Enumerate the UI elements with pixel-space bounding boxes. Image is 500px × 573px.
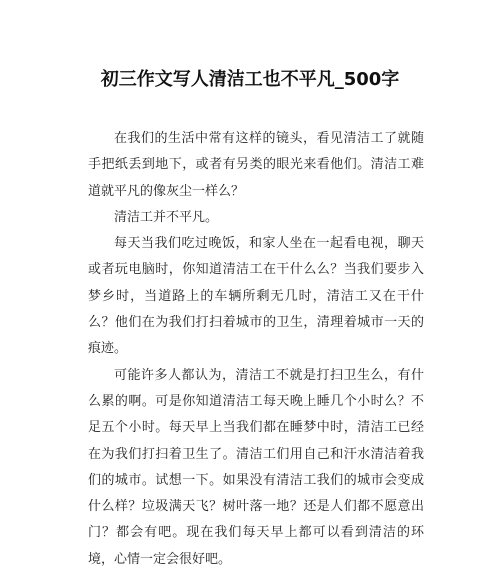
document-body	[88, 126, 424, 573]
document-title: 初三作文写人清洁工也不平凡_500字	[100, 69, 400, 90]
paragraph: 在我们的生活中常有这样的镜头，看见清洁工了就随手把纸丢到地下，或者有另类的眼光来看他们。清洁工难道就平凡的像灰尘一样么？	[88, 131, 424, 199]
paragraph: 清洁工并不平凡。	[114, 209, 219, 225]
paragraph: 可能许多人都认为，清洁工不就是打扫卫生么，有什么累的啊。可是你知道清洁工每天晚上睡几个小时么？不足五个小时。每天早上当我们都在睡梦中时，清洁工已经在为我们打扫着卫生了。清洁工们用自己和汗水清洁着我们的城市。试想一下。如果没有清洁工我们的城市会变成什么样？垃圾满天飞？树叶落一地？还是人们都不愿意出门？都会有吧。现在我们每天早上都可以看到清洁的环境，心情一定会很好吧。	[88, 367, 424, 567]
paragraph: 每天当我们吃过晚饭，和家人坐在一起看电视，聊天或者玩电脑时，你知道清洁工在干什么么？当我们要步入梦乡时，当道路上的车辆所剩无几时，清洁工又在干什么？他们在为我们打扫着城市的卫生，清理着城市一天的痕迹。	[88, 236, 424, 357]
